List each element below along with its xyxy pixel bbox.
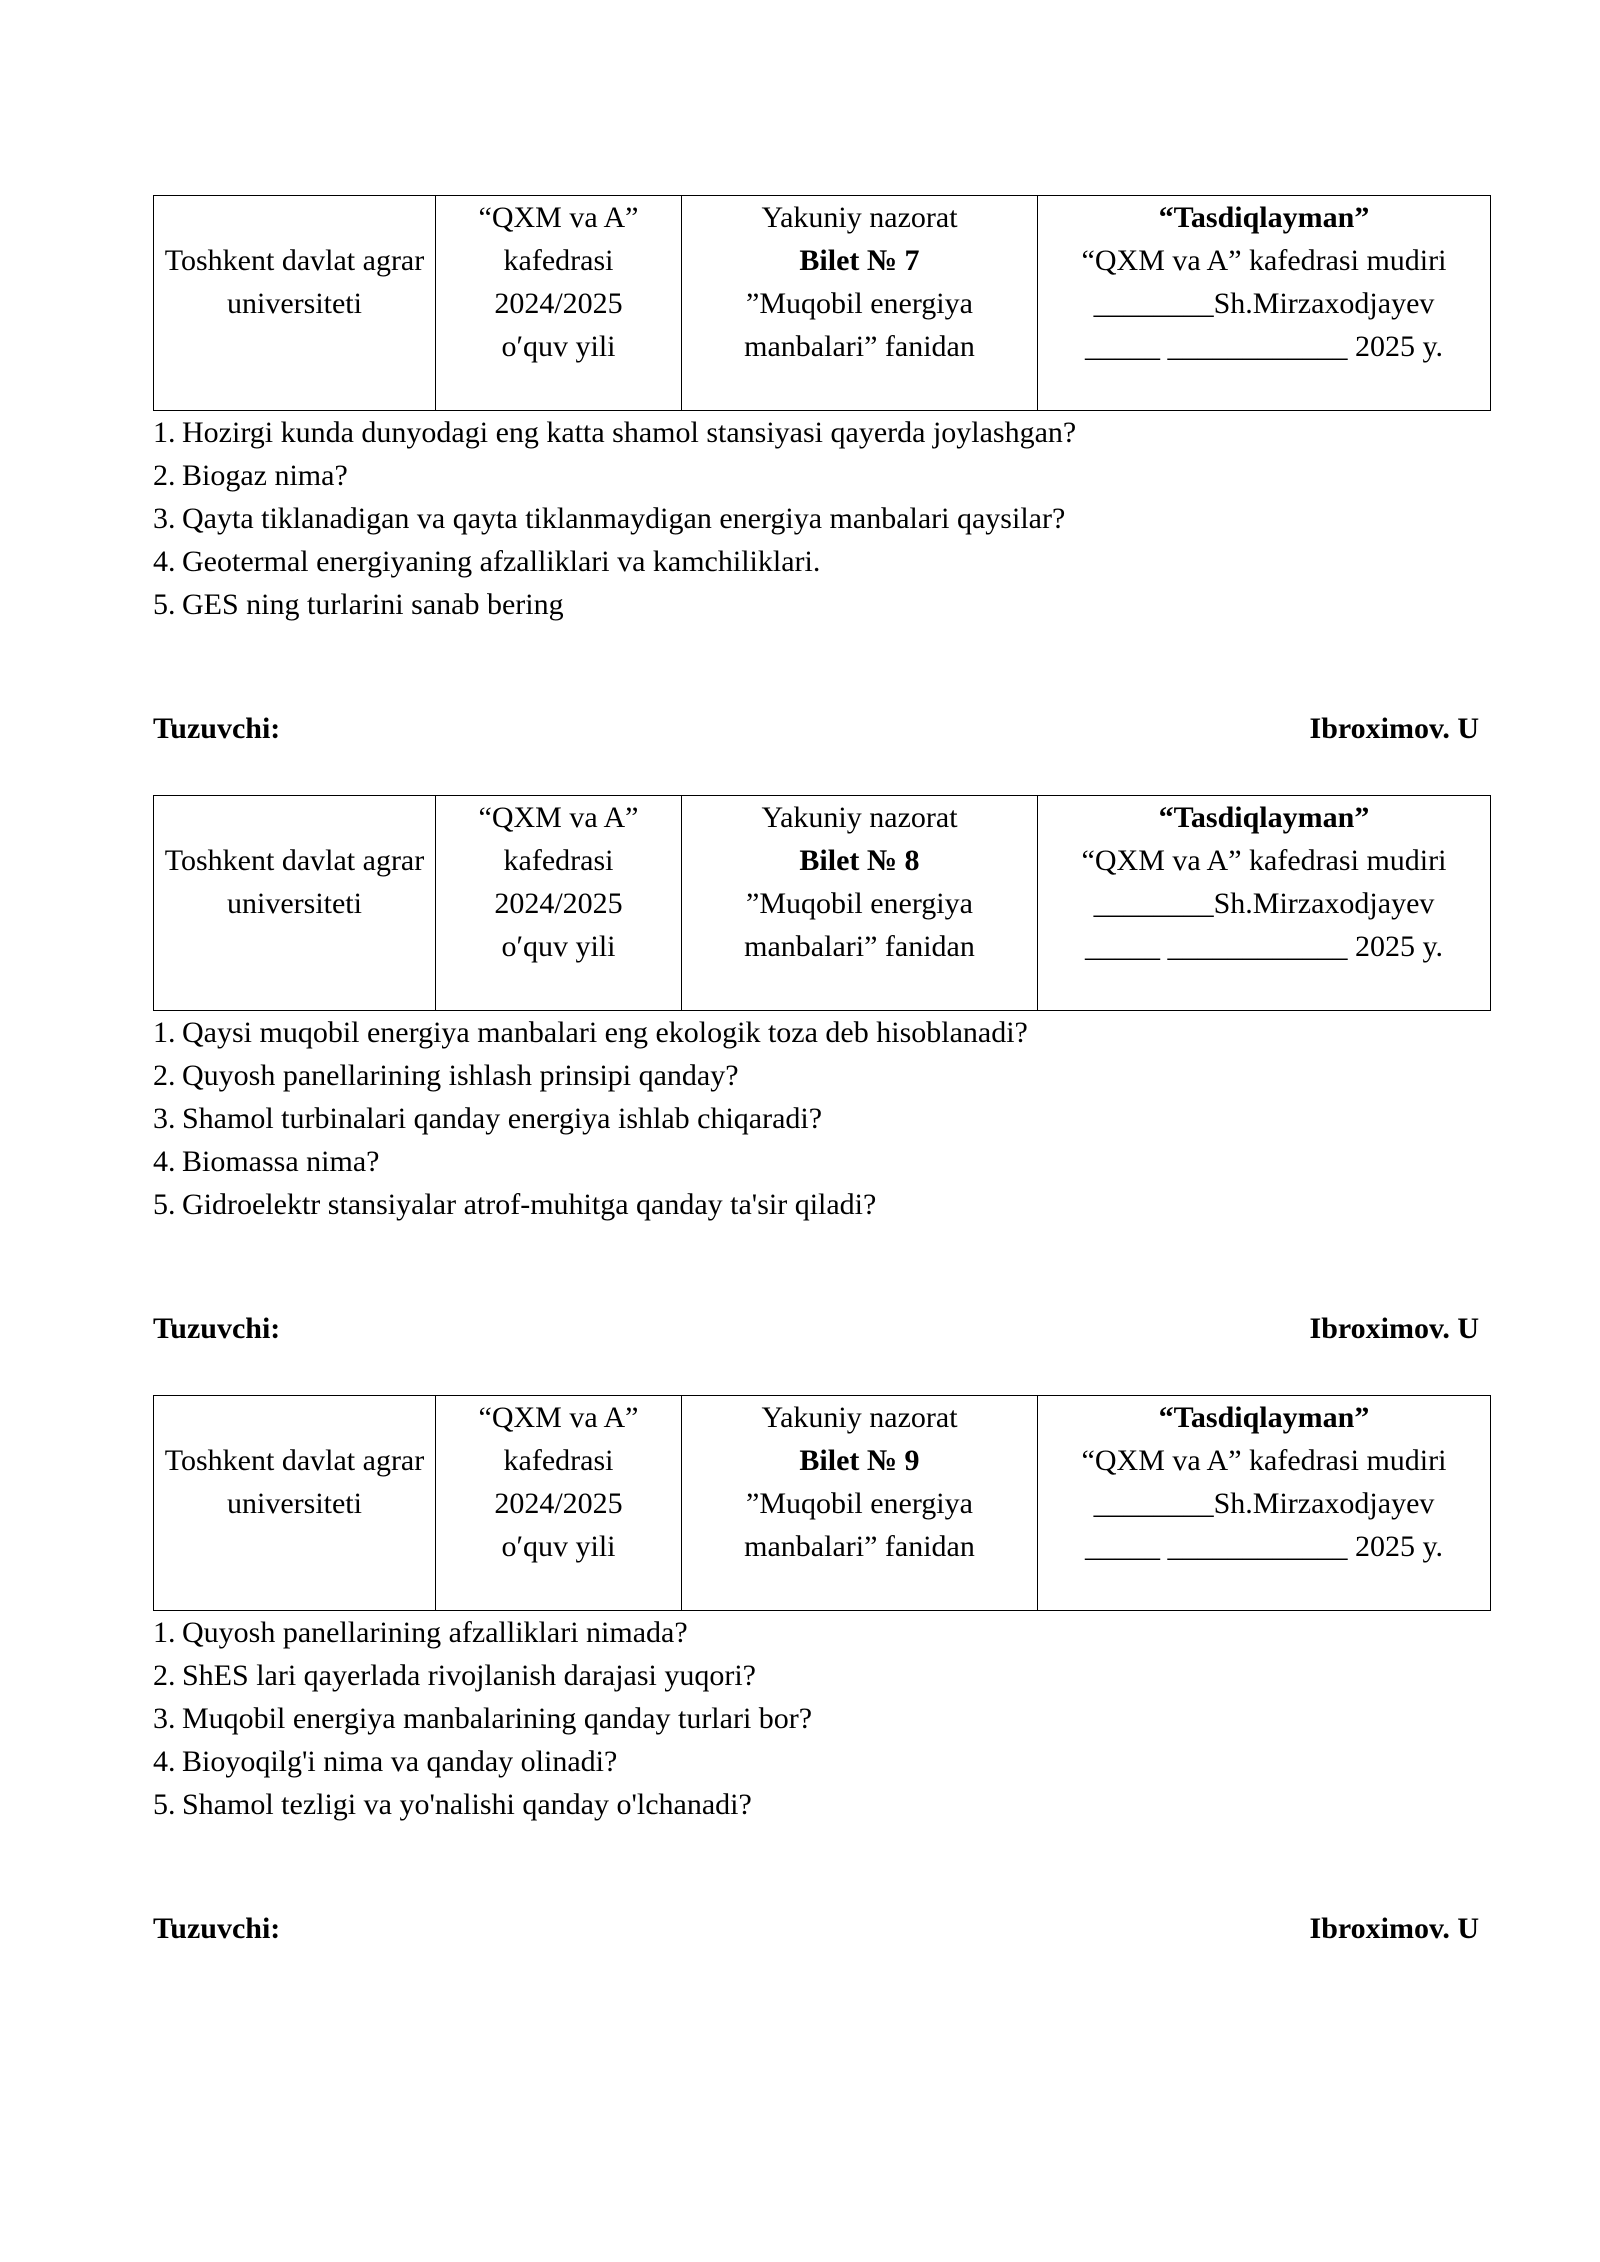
question-list [153,1011,1486,1226]
department-line: 2024/2025 [494,887,623,920]
university-name: Toshkent davlat agrar universiteti [164,844,425,920]
department-cell [436,1396,682,1611]
question-item [153,1011,1486,1054]
ticket-number: Bilet № 8 [799,844,920,877]
exam-type: Yakuniy nazorat [761,801,958,834]
department-line: “QXM va A” [478,1401,639,1434]
question-list [153,1611,1486,1826]
compiler-label: Tuzuvchi: [153,1912,281,1945]
subject-line: ”Muqobil energiya [746,887,973,920]
university-cell [154,196,436,411]
exam-type: Yakuniy nazorat [761,201,958,234]
question-text: ShES lari qayerlada rivojlanish darajasi yuqori? [182,1659,756,1692]
approval-line: “QXM va A” kafedrasi mudiri [1081,844,1447,877]
compiler-name: Ibroximov. U [1309,1312,1479,1345]
approval-title: “Tasdiqlayman” [1158,1401,1370,1434]
exam-ticket [153,195,1486,745]
question-item [153,1783,1486,1826]
university-name: Toshkent davlat agrar universiteti [164,244,425,320]
university-cell [154,1396,436,1611]
question-text: Biogaz nima? [182,459,348,492]
ticket-number: Bilet № 9 [799,1444,920,1477]
department-line: 2024/2025 [494,1487,623,1520]
question-list [153,411,1486,626]
question-text: Gidroelektr stansiyalar atrof-muhitga qanday ta'sir qiladi? [182,1188,877,1221]
question-item [153,1183,1486,1226]
department-cell [436,196,682,411]
question-item [153,1697,1486,1740]
exam-ticket [153,795,1486,1345]
question-item [153,497,1486,540]
department-line: o′quv yili [501,930,616,963]
question-number: 2. [153,1059,176,1092]
question-number: 3. [153,1702,176,1735]
question-text: Geotermal energiyaning afzalliklari va kamchiliklari. [182,545,821,578]
question-item [153,411,1486,454]
question-number: 4. [153,1745,176,1778]
question-text: Muqobil energiya manbalarining qanday turlari bor? [182,1702,813,1735]
question-item [153,1611,1486,1654]
question-number: 4. [153,1145,176,1178]
approval-line: “QXM va A” kafedrasi mudiri [1081,1444,1447,1477]
department-line: o′quv yili [501,330,616,363]
exam-info-cell [682,796,1038,1011]
question-item [153,1140,1486,1183]
question-text: Bioyoqilg'i nima va qanday olinadi? [182,1745,618,1778]
approval-line: _____ ____________ 2025 y. [1084,930,1444,963]
department-line: kafedrasi [503,1444,614,1477]
question-item [153,1654,1486,1697]
question-number: 1. [153,1016,176,1049]
approval-line: ________Sh.Mirzaxodjayev [1093,887,1435,920]
question-text: Qayta tiklanadigan va qayta tiklanmaydigan energiya manbalari qaysilar? [182,502,1066,535]
department-line: “QXM va A” [478,801,639,834]
question-number: 3. [153,1102,176,1135]
question-number: 5. [153,1188,176,1221]
subject-line: manbalari” fanidan [744,1530,975,1563]
department-line: “QXM va A” [478,201,639,234]
subject-line: ”Muqobil energiya [746,1487,973,1520]
approval-title: “Tasdiqlayman” [1158,201,1370,234]
question-item [153,454,1486,497]
university-cell [154,796,436,1011]
question-number: 3. [153,502,176,535]
approval-cell [1038,196,1491,411]
department-line: o′quv yili [501,1530,616,1563]
approval-line: ________Sh.Mirzaxodjayev [1093,287,1435,320]
question-item [153,583,1486,626]
department-line: kafedrasi [503,844,614,877]
ticket-number: Bilet № 7 [799,244,920,277]
question-text: Qaysi muqobil energiya manbalari eng ekologik toza deb hisoblanadi? [182,1016,1028,1049]
approval-line: _____ ____________ 2025 y. [1084,1530,1444,1563]
department-line: kafedrasi [503,244,614,277]
question-number: 1. [153,416,176,449]
question-text: Hozirgi kunda dunyodagi eng katta shamol stansiyasi qayerda joylashgan? [182,416,1077,449]
approval-cell [1038,796,1491,1011]
ticket-header-table [153,1395,1491,1611]
question-text: Shamol tezligi va yo'nalishi qanday o'lchanadi? [182,1788,752,1821]
department-cell [436,796,682,1011]
compiler-label: Tuzuvchi: [153,712,281,745]
question-number: 4. [153,545,176,578]
exam-ticket [153,1395,1486,1945]
question-number: 5. [153,588,176,621]
ticket-header-table [153,195,1491,411]
approval-line: _____ ____________ 2025 y. [1084,330,1444,363]
approval-line: “QXM va A” kafedrasi mudiri [1081,244,1447,277]
exam-info-cell [682,196,1038,411]
question-text: Quyosh panellarining afzalliklari nimada? [182,1616,688,1649]
question-text: Shamol turbinalari qanday energiya ishlab chiqaradi? [182,1102,823,1135]
subject-line: ”Muqobil energiya [746,287,973,320]
approval-title: “Tasdiqlayman” [1158,801,1370,834]
approval-cell [1038,1396,1491,1611]
compiler-name: Ibroximov. U [1309,1912,1479,1945]
question-item [153,1740,1486,1783]
question-item [153,1097,1486,1140]
exam-type: Yakuniy nazorat [761,1401,958,1434]
subject-line: manbalari” fanidan [744,330,975,363]
approval-line: ________Sh.Mirzaxodjayev [1093,1487,1435,1520]
department-line: 2024/2025 [494,287,623,320]
compiler-label: Tuzuvchi: [153,1312,281,1345]
question-item [153,1054,1486,1097]
question-number: 1. [153,1616,176,1649]
question-item [153,540,1486,583]
question-text: Biomassa nima? [182,1145,380,1178]
question-text: GES ning turlarini sanab bering [182,588,564,621]
question-number: 5. [153,1788,176,1821]
exam-info-cell [682,1396,1038,1611]
university-name: Toshkent davlat agrar universiteti [164,1444,425,1520]
question-number: 2. [153,459,176,492]
question-text: Quyosh panellarining ishlash prinsipi qanday? [182,1059,739,1092]
compiler-name: Ibroximov. U [1309,712,1479,745]
ticket-header-table [153,795,1491,1011]
subject-line: manbalari” fanidan [744,930,975,963]
question-number: 2. [153,1659,176,1692]
